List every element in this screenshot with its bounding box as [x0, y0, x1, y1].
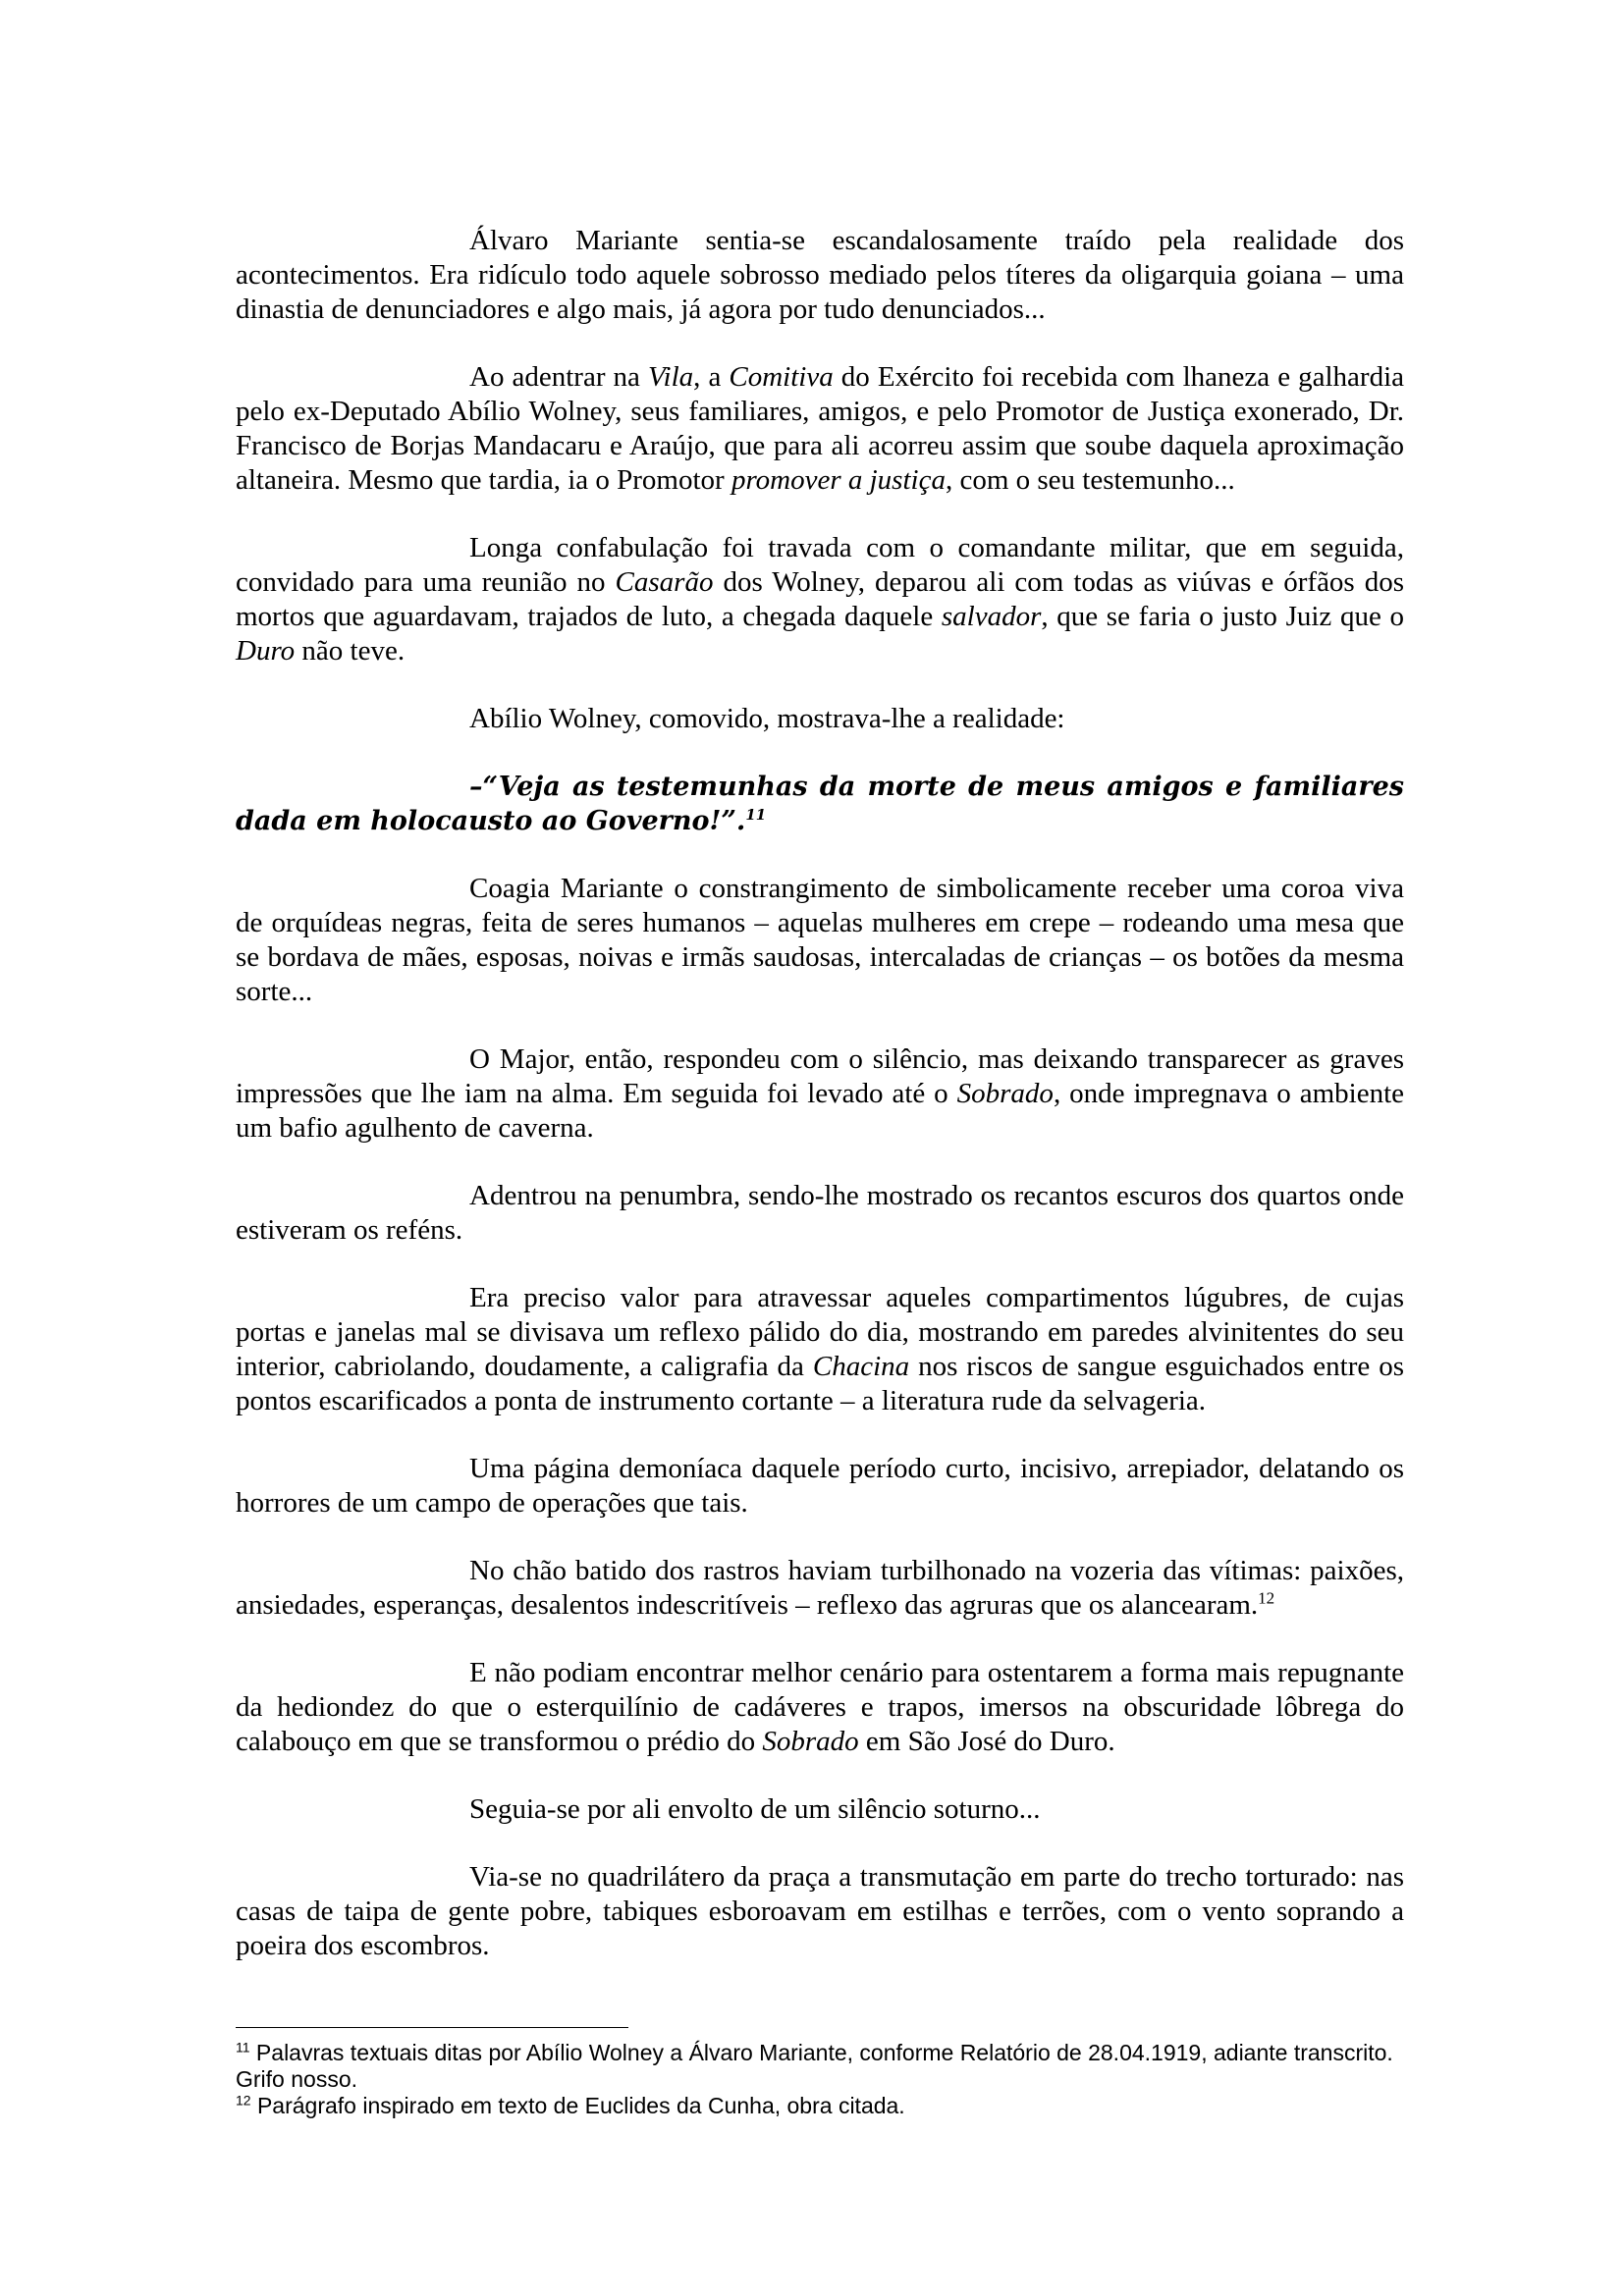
text-run: não teve. [295, 635, 406, 667]
emphasis-run: Duro [236, 635, 296, 667]
emphasis-run: promover a justiça [731, 464, 946, 496]
emphasis-run: Sobrado [956, 1078, 1054, 1109]
paragraph-11 [236, 1554, 1404, 1623]
emphasis-run: Sobrado [762, 1726, 859, 1757]
text-run: Álvaro Mariante sentia-se escandalosamente traído pela realidade dos acontecimentos. Era ridículo todo aquele sobrosso mediado pelos títeres da oligarquia goiana – uma dinastia de denunciadores e algo mais, já agora por tudo denunciados... [236, 225, 1404, 325]
text-run: Abílio Wolney, comovido, mostrava-lhe a realidade: [469, 703, 1065, 734]
text-run: Era preciso valor para atravessar aqueles compartimentos lúgubres, de cujas portas e janelas mal se divisava um reflexo pálido do dia, mostrando em paredes alvinitentes do seu interior, cabriolando, doudamente, a caligrafia da [236, 1282, 1404, 1382]
text-run: nos riscos de sangue esguichados entre os pontos escarificados a ponta de instrumento cortante – a literatura rude da selvageria. [236, 1351, 1404, 1416]
text-run: –“Veja as testemunhas da morte de meus amigos e familiares dada em holocausto ao Governo!”. [236, 772, 1404, 836]
paragraph-13 [236, 1792, 1404, 1827]
footnote-number: 12 [236, 2092, 251, 2109]
footnote-number: 11 [236, 2039, 250, 2056]
text-run: em São José do Duro. [858, 1726, 1115, 1757]
paragraph-4 [236, 702, 1404, 736]
paragraph-14 [236, 1860, 1404, 1963]
paragraph-3 [236, 531, 1404, 668]
text-run: No chão batido dos rastros haviam turbilhonado na vozeria das vítimas: paixões, ansiedades, esperanças, desalentos indescritíveis – reflexo das agruras que os alancearam. [236, 1555, 1404, 1621]
paragraph-6 [236, 872, 1404, 1009]
emphasis-run: Chacina [812, 1351, 910, 1382]
body-text [236, 224, 1404, 1997]
text-run: E não podiam encontrar melhor cenário para ostentarem a forma mais repugnante da hediondez do que o esterquilínio de cadáveres e trapos, imersos na obscuridade lôbrega do calabouço em que se transformou o prédio do [236, 1657, 1404, 1757]
text-run: , onde impregnava o ambiente um bafio agulhento de caverna. [236, 1078, 1405, 1144]
text-run: Ao adentrar na [469, 361, 648, 393]
text-run: Adentrou na penumbra, sendo-lhe mostrado os recantos escuros dos quartos onde estiveram os reféns. [236, 1180, 1404, 1246]
text-run: do Exército foi recebida com lhaneza e galhardia pelo ex-Deputado Abílio Wolney, seus familiares, amigos, e pelo Promotor de Justiça exonerado, Dr. Francisco de Borjas Mandacaru e Araújo, que para ali acorreu assim que soube daquela aproximação altaneira. Mesmo que tardia, ia o Promotor [236, 361, 1404, 496]
footnote-12 [236, 2093, 1414, 2119]
text-run: , que se faria o justo Juiz que o [1041, 601, 1404, 632]
text-run: dos Wolney, deparou ali com todas as viúvas e órfãos dos mortos que aguardavam, trajados de luto, a chegada daquele [236, 566, 1404, 632]
footnote-text: Palavras textuais ditas por Abílio Wolney a Álvaro Mariante, conforme Relatório de 28.04.1919, adiante transcrito. Grifo nosso. [236, 2040, 1393, 2092]
paragraph-8 [236, 1179, 1404, 1248]
footnote-11 [236, 2040, 1414, 2093]
footnotes [236, 2040, 1414, 2119]
text-run: Seguia-se por ali envolto de um silêncio soturno... [469, 1793, 1041, 1825]
text-run: Via-se no quadrilátero da praça a transmutação em parte do trecho torturado: nas casas de taipa de gente pobre, tabiques esboroavam em estilhas e terrões, com o vento soprando a poeira dos escombros. [236, 1861, 1404, 1961]
footnote-text: Parágrafo inspirado em texto de Euclides da Cunha, obra citada. [250, 2093, 905, 2118]
text-run: O Major, então, respondeu com o silêncio, mas deixando transparecer as graves impressões que lhe iam na alma. Em seguida foi levado até o [236, 1043, 1404, 1109]
paragraph-9 [236, 1281, 1404, 1418]
quote-paragraph [236, 770, 1404, 838]
text-run: , com o seu testemunho... [945, 464, 1235, 496]
paragraph-10 [236, 1452, 1404, 1521]
emphasis-run: Vila [647, 361, 694, 393]
paragraph-12 [236, 1656, 1404, 1759]
emphasis-run: Casarão [615, 566, 714, 598]
footnote-ref: 12 [1258, 1588, 1275, 1608]
footnote-ref: 11 [745, 806, 767, 824]
footnote-separator [236, 2027, 628, 2028]
paragraph-7 [236, 1042, 1404, 1146]
paragraph-2 [236, 360, 1404, 498]
text-run: Coagia Mariante o constrangimento de simbolicamente receber uma coroa viva de orquídeas negras, feita de seres humanos – aquelas mulheres em crepe – rodeando uma mesa que se bordava de mães, esposas, noivas e irmãs saudosas, intercaladas de crianças – os botões da mesma sorte... [236, 873, 1404, 1007]
paragraph-1 [236, 224, 1404, 327]
text-run: , a [693, 361, 730, 393]
text-run: Uma página demoníaca daquele período curto, incisivo, arrepiador, delatando os horrores de um campo de operações que tais. [236, 1453, 1404, 1519]
text-run: Longa confabulação foi travada com o comandante militar, que em seguida, convidado para uma reunião no [236, 532, 1404, 598]
emphasis-run: Comitiva [729, 361, 834, 393]
emphasis-run: salvador [941, 601, 1042, 632]
